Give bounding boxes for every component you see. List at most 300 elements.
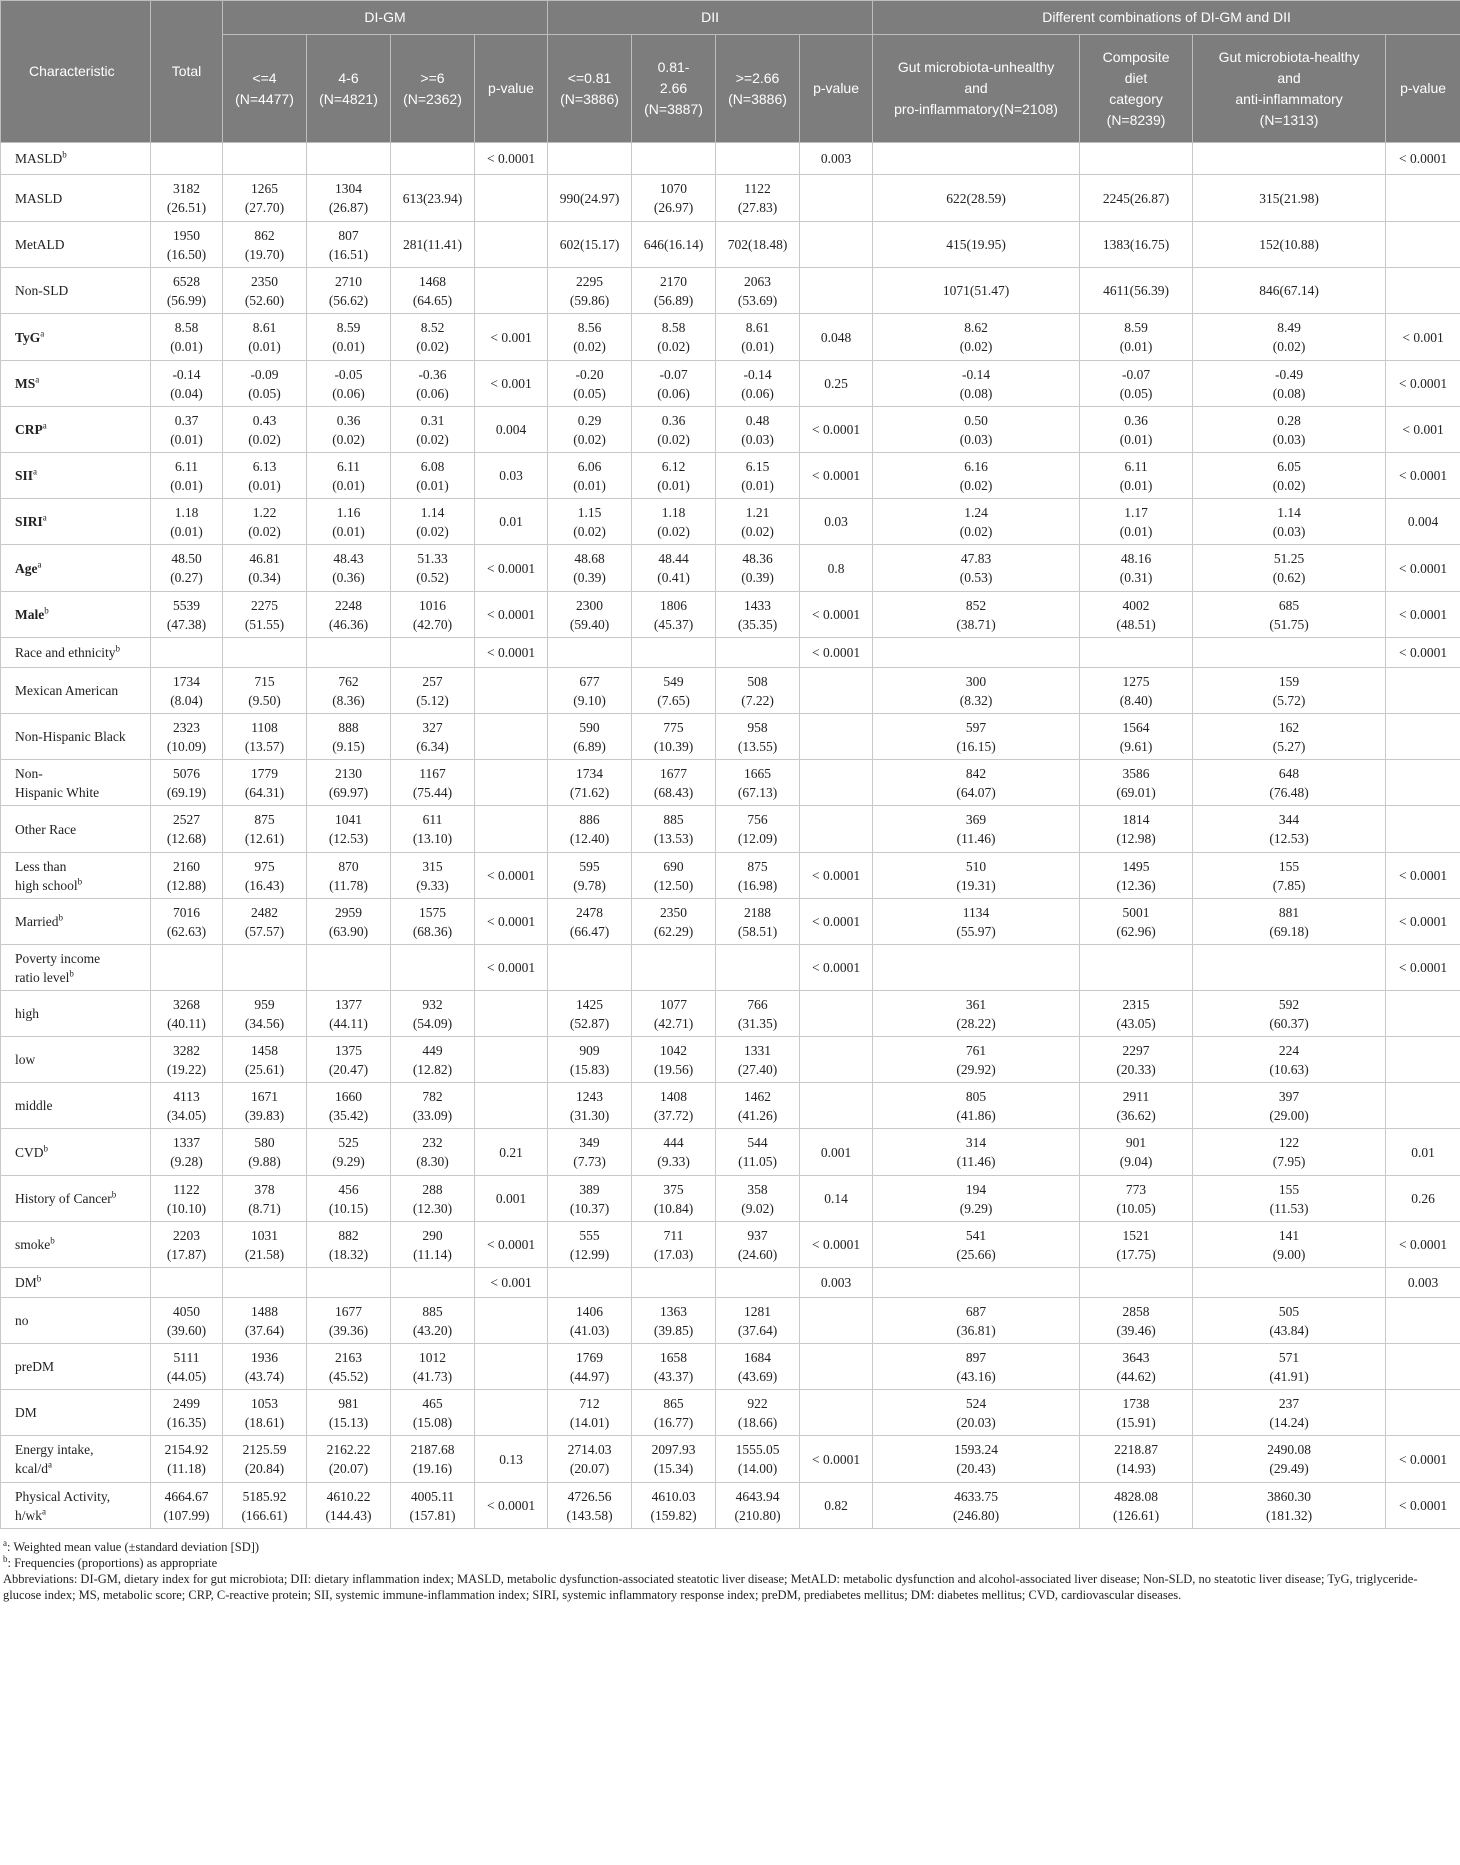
table-cell: 465 (15.08) — [391, 1390, 475, 1436]
header-col-6: >=2.66 (N=3886) — [716, 35, 800, 143]
table-cell: 0.01 — [1386, 1129, 1460, 1176]
table-cell: 315(21.98) — [1193, 175, 1386, 222]
header-col-7: p-value — [800, 35, 873, 143]
row-label — [1, 760, 151, 806]
table-cell: 6528 (56.99) — [151, 268, 223, 314]
table-cell: 369 (11.46) — [873, 806, 1080, 853]
row-label — [1, 714, 151, 760]
table-cell: 48.50 (0.27) — [151, 545, 223, 592]
table-cell: < 0.0001 — [1386, 638, 1460, 668]
table-cell: 0.37 (0.01) — [151, 407, 223, 453]
table-cell: 415(19.95) — [873, 222, 1080, 268]
footnote-b-text: : Frequencies (proportions) as appropriate — [7, 1556, 218, 1570]
header-group-dii: DII — [548, 1, 873, 35]
table-cell: 389 (10.37) — [548, 1176, 632, 1222]
table-cell: 648 (76.48) — [1193, 760, 1386, 806]
table-cell: 571 (41.91) — [1193, 1344, 1386, 1390]
table-cell: 456 (10.15) — [307, 1176, 391, 1222]
table-cell: 0.13 — [475, 1436, 548, 1483]
table-cell: 1950 (16.50) — [151, 222, 223, 268]
header-characteristic: Characteristic — [1, 1, 151, 143]
row-label-text: Physical Activity, h/wk — [15, 1488, 111, 1523]
table-cell: 1375 (20.47) — [307, 1037, 391, 1083]
table-cell — [873, 638, 1080, 668]
table-cell: 766 (31.35) — [716, 991, 800, 1037]
table-cell: 6.12 (0.01) — [632, 453, 716, 499]
table-cell — [151, 945, 223, 991]
table-cell: < 0.0001 — [1386, 899, 1460, 945]
table-cell: 1.22 (0.02) — [223, 499, 307, 545]
table-cell: 1304 (26.87) — [307, 175, 391, 222]
table-cell: 2297 (20.33) — [1080, 1037, 1193, 1083]
table-cell: 6.11 (0.01) — [1080, 453, 1193, 499]
table-cell: 444 (9.33) — [632, 1129, 716, 1176]
table-cell: 1462 (41.26) — [716, 1083, 800, 1129]
table-cell: 8.62 (0.02) — [873, 314, 1080, 361]
row-label-text: SII — [15, 468, 34, 483]
footnote-b-mark: b — [3, 1553, 8, 1564]
table-cell: 852 (38.71) — [873, 592, 1080, 638]
table-cell: 6.06 (0.01) — [548, 453, 632, 499]
table-cell: 1108 (13.57) — [223, 714, 307, 760]
table-cell: 711 (17.03) — [632, 1222, 716, 1268]
row-label-text: DM — [15, 1275, 37, 1290]
table-cell: -0.05 (0.06) — [307, 361, 391, 407]
table-cell: 2162.22 (20.07) — [307, 1436, 391, 1483]
table-cell: 1425 (52.87) — [548, 991, 632, 1037]
table-cell: 0.004 — [1386, 499, 1460, 545]
table-cell: 592 (60.37) — [1193, 991, 1386, 1037]
table-cell: 232 (8.30) — [391, 1129, 475, 1176]
table-cell: < 0.0001 — [475, 945, 548, 991]
row-label — [1, 1483, 151, 1529]
table-cell: 0.03 — [475, 453, 548, 499]
row-label-footnote-mark: b — [69, 968, 74, 978]
table-cell: 8.59 (0.01) — [307, 314, 391, 361]
table-row — [1, 638, 1460, 668]
table-cell: 922 (18.66) — [716, 1390, 800, 1436]
footnote-b — [3, 1555, 1453, 1571]
table-cell: 0.29 (0.02) — [548, 407, 632, 453]
table-cell: < 0.0001 — [475, 899, 548, 945]
table-cell: 870 (11.78) — [307, 853, 391, 899]
table-cell: -0.07 (0.05) — [1080, 361, 1193, 407]
table-cell: 549 (7.65) — [632, 668, 716, 714]
table-row — [1, 899, 1460, 945]
table-cell: < 0.0001 — [475, 545, 548, 592]
table-cell — [1386, 1344, 1460, 1390]
table-cell: -0.09 (0.05) — [223, 361, 307, 407]
row-label-footnote-mark: a — [33, 466, 38, 477]
table-cell: < 0.0001 — [1386, 1483, 1460, 1529]
table-cell — [1386, 222, 1460, 268]
table-cell: < 0.0001 — [800, 1436, 873, 1483]
table-cell: 1337 (9.28) — [151, 1129, 223, 1176]
table-cell: 1769 (44.97) — [548, 1344, 632, 1390]
table-cell: 959 (34.56) — [223, 991, 307, 1037]
table-cell: 6.15 (0.01) — [716, 453, 800, 499]
table-cell: 1.18 (0.02) — [632, 499, 716, 545]
table-cell: 590 (6.89) — [548, 714, 632, 760]
table-cell: 0.048 — [800, 314, 873, 361]
table-cell: 1814 (12.98) — [1080, 806, 1193, 853]
table-cell: 8.58 (0.01) — [151, 314, 223, 361]
table-cell: 846(67.14) — [1193, 268, 1386, 314]
table-cell: 0.003 — [800, 1268, 873, 1298]
table-cell: 865 (16.77) — [632, 1390, 716, 1436]
table-footnotes — [0, 1529, 1453, 1603]
row-label-footnote-mark: b — [58, 912, 63, 923]
table-cell: 7016 (62.63) — [151, 899, 223, 945]
row-label-text: TyG — [15, 329, 41, 345]
row-label-text: History of Cancer — [15, 1191, 112, 1206]
table-cell: 162 (5.27) — [1193, 714, 1386, 760]
table-cell: -0.07 (0.06) — [632, 361, 716, 407]
table-cell — [800, 714, 873, 760]
table-row — [1, 407, 1460, 453]
table-cell: < 0.0001 — [800, 407, 873, 453]
table-cell: 194 (9.29) — [873, 1176, 1080, 1222]
table-cell: 3860.30 (181.32) — [1193, 1483, 1386, 1529]
header-col-1: 4-6 (N=4821) — [307, 35, 391, 143]
table-cell: 1495 (12.36) — [1080, 853, 1193, 899]
table-cell: 2160 (12.88) — [151, 853, 223, 899]
table-cell — [1193, 1268, 1386, 1298]
table-body — [1, 143, 1460, 1529]
table-cell — [1386, 991, 1460, 1037]
table-cell: 47.83 (0.53) — [873, 545, 1080, 592]
table-cell: 544 (11.05) — [716, 1129, 800, 1176]
row-label — [1, 143, 151, 175]
table-cell: 5185.92 (166.61) — [223, 1483, 307, 1529]
table-cell: 449 (12.82) — [391, 1037, 475, 1083]
table-cell: 1053 (18.61) — [223, 1390, 307, 1436]
table-cell: 1677 (39.36) — [307, 1298, 391, 1344]
table-cell — [475, 668, 548, 714]
table-cell — [632, 143, 716, 175]
table-row — [1, 991, 1460, 1037]
table-cell — [873, 945, 1080, 991]
table-cell: 773 (10.05) — [1080, 1176, 1193, 1222]
table-cell — [548, 638, 632, 668]
table-cell — [223, 638, 307, 668]
table-cell: -0.20 (0.05) — [548, 361, 632, 407]
table-cell — [475, 714, 548, 760]
row-label-text: Less than high school — [15, 858, 78, 893]
table-cell — [716, 638, 800, 668]
table-cell: 6.16 (0.02) — [873, 453, 1080, 499]
row-label — [1, 592, 151, 638]
table-cell: 602(15.17) — [548, 222, 632, 268]
table-cell — [1386, 668, 1460, 714]
table-cell — [475, 1298, 548, 1344]
table-cell: 937 (24.60) — [716, 1222, 800, 1268]
table-cell: < 0.0001 — [800, 945, 873, 991]
table-cell: 2125.59 (20.84) — [223, 1436, 307, 1483]
table-cell: 690 (12.50) — [632, 853, 716, 899]
table-cell — [475, 1083, 548, 1129]
table-cell: 1734 (71.62) — [548, 760, 632, 806]
table-cell: 6.11 (0.01) — [151, 453, 223, 499]
table-cell — [800, 1298, 873, 1344]
table-cell: 237 (14.24) — [1193, 1390, 1386, 1436]
table-cell: < 0.0001 — [800, 1222, 873, 1268]
table-cell: 375 (10.84) — [632, 1176, 716, 1222]
row-label — [1, 545, 151, 592]
row-label-text: Other Race — [15, 821, 77, 837]
table-cell: 361 (28.22) — [873, 991, 1080, 1037]
row-label-text: Poverty income ratio level — [15, 950, 101, 985]
row-label — [1, 1390, 151, 1436]
table-cell: 0.03 — [800, 499, 873, 545]
table-cell: 646(16.14) — [632, 222, 716, 268]
row-label — [1, 1344, 151, 1390]
table-cell: 2063 (53.69) — [716, 268, 800, 314]
table-cell: 349 (7.73) — [548, 1129, 632, 1176]
row-label-text: CVD — [15, 1144, 44, 1160]
table-row — [1, 1298, 1460, 1344]
table-cell: 6.05 (0.02) — [1193, 453, 1386, 499]
table-row — [1, 1129, 1460, 1176]
row-label — [1, 1129, 151, 1176]
table-row — [1, 499, 1460, 545]
table-cell: 1665 (67.13) — [716, 760, 800, 806]
table-cell: 327 (6.34) — [391, 714, 475, 760]
table-cell: 3182 (26.51) — [151, 175, 223, 222]
row-label — [1, 853, 151, 899]
table-cell — [800, 1344, 873, 1390]
table-cell: 862 (19.70) — [223, 222, 307, 268]
row-label-text: Male — [15, 607, 45, 622]
table-cell — [1080, 1268, 1193, 1298]
table-cell: < 0.0001 — [1386, 1222, 1460, 1268]
table-row — [1, 1176, 1460, 1222]
footnote-a-text: : Weighted mean value (±standard deviation [SD]) — [7, 1540, 260, 1554]
table-cell: 1738 (15.91) — [1080, 1390, 1193, 1436]
table-cell: 0.48 (0.03) — [716, 407, 800, 453]
table-cell — [1386, 1083, 1460, 1129]
table-cell: 0.21 — [475, 1129, 548, 1176]
table-cell: 6.13 (0.01) — [223, 453, 307, 499]
table-cell: -0.14 (0.08) — [873, 361, 1080, 407]
table-cell: 4828.08 (126.61) — [1080, 1483, 1193, 1529]
table-cell: 141 (9.00) — [1193, 1222, 1386, 1268]
footnote-a — [3, 1539, 1453, 1555]
table-cell — [716, 945, 800, 991]
table-cell: 1041 (12.53) — [307, 806, 391, 853]
table-cell — [475, 760, 548, 806]
table-cell: 155 (7.85) — [1193, 853, 1386, 899]
table-cell: 4633.75 (246.80) — [873, 1483, 1080, 1529]
table-cell: 1167 (75.44) — [391, 760, 475, 806]
table-cell: 5076 (69.19) — [151, 760, 223, 806]
table-cell: 48.36 (0.39) — [716, 545, 800, 592]
table-cell: 5539 (47.38) — [151, 592, 223, 638]
table-cell — [223, 1268, 307, 1298]
table-cell: 1806 (45.37) — [632, 592, 716, 638]
table-cell — [632, 1268, 716, 1298]
table-cell: < 0.0001 — [800, 853, 873, 899]
table-cell — [873, 143, 1080, 175]
table-cell: 2350 (62.29) — [632, 899, 716, 945]
row-label — [1, 407, 151, 453]
table-row — [1, 1037, 1460, 1083]
table-cell: 2478 (66.47) — [548, 899, 632, 945]
table-cell: 677 (9.10) — [548, 668, 632, 714]
row-label-text: SIRI — [15, 514, 43, 529]
table-cell: < 0.0001 — [800, 592, 873, 638]
row-label-text: DM — [15, 1405, 37, 1420]
row-label-text: Married — [15, 914, 59, 929]
table-cell: 712 (14.01) — [548, 1390, 632, 1436]
table-cell: 555 (12.99) — [548, 1222, 632, 1268]
table-cell: 525 (9.29) — [307, 1129, 391, 1176]
table-cell: 2710 (56.62) — [307, 268, 391, 314]
table-cell: 4643.94 (210.80) — [716, 1483, 800, 1529]
row-label-footnote-mark: b — [115, 643, 120, 654]
table-cell: 48.44 (0.41) — [632, 545, 716, 592]
row-label-text: MetALD — [15, 237, 65, 252]
table-cell: 2154.92 (11.18) — [151, 1436, 223, 1483]
row-label — [1, 668, 151, 714]
row-label-text: Energy intake, kcal/d — [15, 1442, 94, 1476]
table-cell: 152(10.88) — [1193, 222, 1386, 268]
row-label-footnote-mark: a — [42, 420, 47, 431]
row-label — [1, 1083, 151, 1129]
table-cell: 4664.67 (107.99) — [151, 1483, 223, 1529]
table-cell: 281(11.41) — [391, 222, 475, 268]
row-label — [1, 1298, 151, 1344]
table-cell: 2275 (51.55) — [223, 592, 307, 638]
table-cell — [1080, 143, 1193, 175]
table-cell: < 0.0001 — [1386, 453, 1460, 499]
table-cell: -0.14 (0.04) — [151, 361, 223, 407]
table-cell: 1521 (17.75) — [1080, 1222, 1193, 1268]
table-cell: 257 (5.12) — [391, 668, 475, 714]
table-cell: 4002 (48.51) — [1080, 592, 1193, 638]
table-cell — [475, 806, 548, 853]
row-label-text: Age — [15, 560, 38, 576]
table-cell: 290 (11.14) — [391, 1222, 475, 1268]
table-cell: 761 (29.92) — [873, 1037, 1080, 1083]
table-cell: 1016 (42.70) — [391, 592, 475, 638]
row-label-text: low — [15, 1052, 36, 1067]
table-cell: 1.18 (0.01) — [151, 499, 223, 545]
table-cell: 2527 (12.68) — [151, 806, 223, 853]
header-col-10: Gut microbiota-healthy and anti-inflammatory (N=1313) — [1193, 35, 1386, 143]
table-row — [1, 668, 1460, 714]
table-cell: 1575 (68.36) — [391, 899, 475, 945]
table-cell — [151, 1268, 223, 1298]
table-cell: 2714.03 (20.07) — [548, 1436, 632, 1483]
table-cell: 3268 (40.11) — [151, 991, 223, 1037]
table-cell: 2130 (69.97) — [307, 760, 391, 806]
table-cell: 1281 (37.64) — [716, 1298, 800, 1344]
table-cell: 1.14 (0.02) — [391, 499, 475, 545]
table-cell — [391, 638, 475, 668]
table-cell: 1.16 (0.01) — [307, 499, 391, 545]
header-col-5: 0.81- 2.66 (N=3887) — [632, 35, 716, 143]
table-cell: 1363 (39.85) — [632, 1298, 716, 1344]
row-label — [1, 991, 151, 1037]
table-cell: < 0.0001 — [475, 143, 548, 175]
row-label — [1, 222, 151, 268]
table-cell — [223, 945, 307, 991]
row-label — [1, 499, 151, 545]
table-cell: 0.004 — [475, 407, 548, 453]
header-col-11: p-value — [1386, 35, 1460, 143]
table-cell: 6.08 (0.01) — [391, 453, 475, 499]
table-row — [1, 1344, 1460, 1390]
table-cell: 958 (13.55) — [716, 714, 800, 760]
table-cell — [800, 175, 873, 222]
table-row — [1, 1483, 1460, 1529]
table-cell: < 0.001 — [475, 1268, 548, 1298]
row-label — [1, 453, 151, 499]
table-cell: 2187.68 (19.16) — [391, 1436, 475, 1483]
table-cell — [632, 945, 716, 991]
row-label-footnote-mark: a — [42, 512, 47, 523]
table-cell: 6.11 (0.01) — [307, 453, 391, 499]
table-cell: 0.31 (0.02) — [391, 407, 475, 453]
row-label — [1, 1222, 151, 1268]
table-row — [1, 361, 1460, 407]
table-cell: 2218.87 (14.93) — [1080, 1436, 1193, 1483]
table-cell: 300 (8.32) — [873, 668, 1080, 714]
table-cell: 0.001 — [800, 1129, 873, 1176]
table-cell: 0.36 (0.02) — [632, 407, 716, 453]
table-cell: 1468 (64.65) — [391, 268, 475, 314]
table-cell: 622(28.59) — [873, 175, 1080, 222]
table-cell: 155 (11.53) — [1193, 1176, 1386, 1222]
table-row — [1, 453, 1460, 499]
table-cell: 882 (18.32) — [307, 1222, 391, 1268]
table-cell — [800, 222, 873, 268]
table-cell: 8.61 (0.01) — [223, 314, 307, 361]
table-cell: 881 (69.18) — [1193, 899, 1386, 945]
table-cell: 0.003 — [1386, 1268, 1460, 1298]
table-cell — [1386, 760, 1460, 806]
table-cell: < 0.001 — [1386, 314, 1460, 361]
table-cell — [307, 143, 391, 175]
table-cell: 5111 (44.05) — [151, 1344, 223, 1390]
row-label-text: smoke — [15, 1237, 51, 1252]
row-label-footnote-mark: a — [42, 1506, 46, 1516]
row-label-footnote-mark: b — [36, 1273, 42, 1284]
table-cell — [475, 175, 548, 222]
table-cell: 2490.08 (29.49) — [1193, 1436, 1386, 1483]
table-cell — [800, 668, 873, 714]
table-cell — [223, 143, 307, 175]
table-cell: 0.001 — [475, 1176, 548, 1222]
table-cell: 0.36 (0.02) — [307, 407, 391, 453]
table-cell: 0.01 — [475, 499, 548, 545]
row-label-text: MASLD — [15, 151, 63, 166]
table-cell — [1193, 945, 1386, 991]
table-cell: 1134 (55.97) — [873, 899, 1080, 945]
table-cell — [307, 945, 391, 991]
table-cell: 159 (5.72) — [1193, 668, 1386, 714]
table-cell: 0.003 — [800, 143, 873, 175]
table-cell: 611 (13.10) — [391, 806, 475, 853]
table-cell — [151, 638, 223, 668]
header-total: Total — [151, 1, 223, 143]
table-row — [1, 1268, 1460, 1298]
row-label-text: Non- Hispanic White — [15, 765, 100, 800]
table-cell: 1012 (41.73) — [391, 1344, 475, 1390]
table-cell: 1406 (41.03) — [548, 1298, 632, 1344]
table-cell: 0.14 — [800, 1176, 873, 1222]
